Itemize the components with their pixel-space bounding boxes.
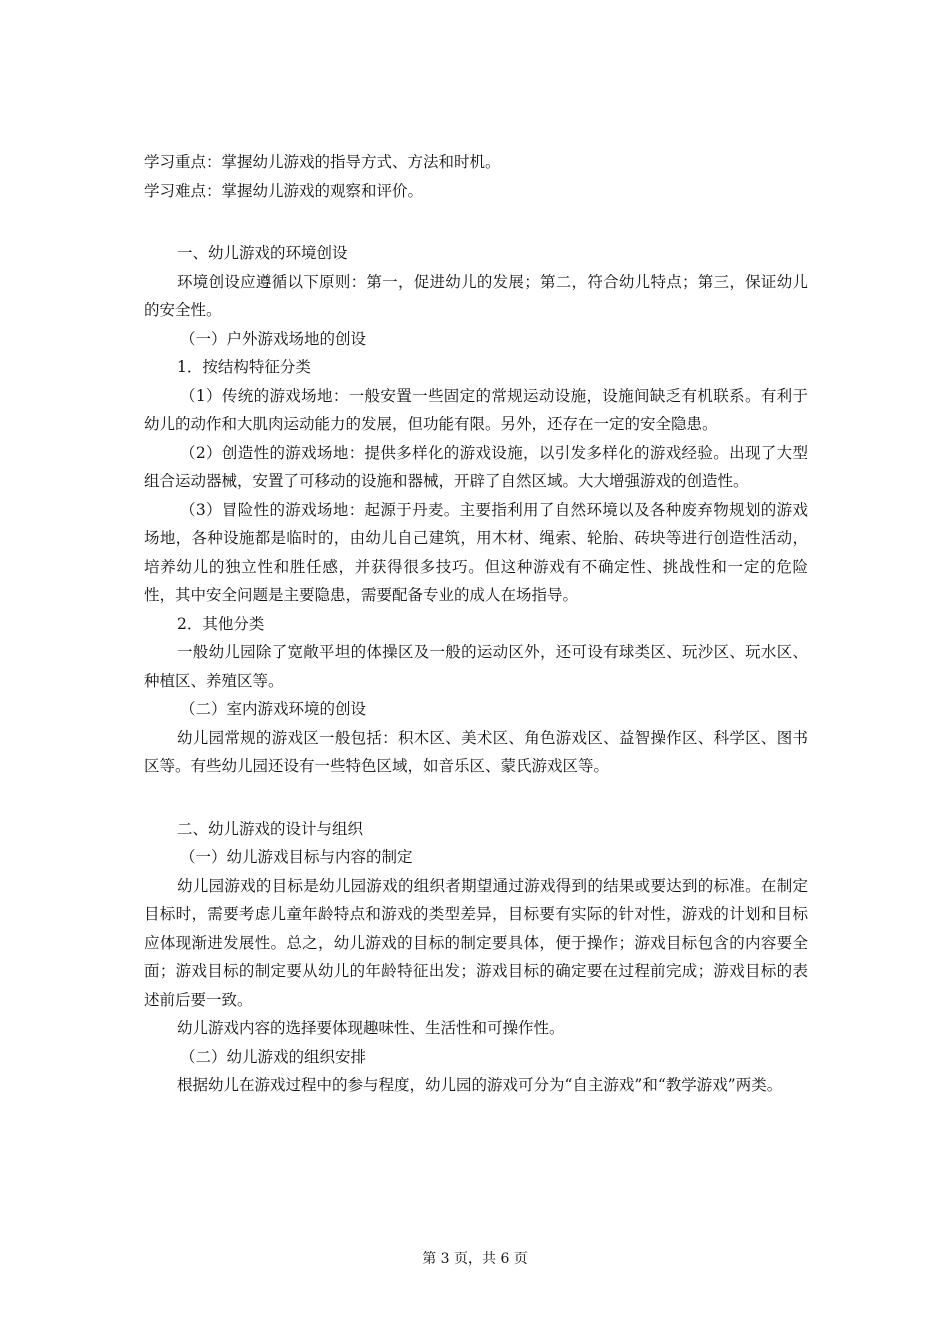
paragraph-game-content: 幼儿游戏内容的选择要体现趣味性、生活性和可操作性。 [177,1019,565,1037]
difficult-point-line: 学习难点：掌握幼儿游戏的观察和评价。 [144,181,424,200]
item-1-heading: 1．按结构特征分类 [177,358,311,376]
spacer [144,205,808,239]
section-2-heading: 二、幼儿游戏的设计与组织 [177,819,364,838]
section-1-intro: 环境创设应遵循以下原则：第一，促进幼儿的发展；第二，符合幼儿特点；第三，保证幼儿的安全性。 [144,272,808,319]
paragraph-game-organization: 根据幼儿在游戏过程中的参与程度，幼儿园的游戏可分为“自主游戏”和“教学游戏”两类。 [177,1076,783,1094]
subsection-1-1-heading: （一）户外游戏场地的创设 [180,329,367,348]
subsection-2-2-heading: （二）幼儿游戏的组织安排 [180,1047,367,1066]
paragraph-game-goals: 幼儿园游戏的目标是幼儿园游戏的组织者期望通过游戏得到的结果或要达到的标准。在制定目标时，需要考虑儿童年龄特点和游戏的类型差异，目标要有实际的针对性，游戏的计划和目标应体现渐进发展性。总之，幼儿游戏的目标的制定要具体，便于操作；游戏目标包含的内容要全面；游戏目标的制定要从幼儿的年龄特征出发；游戏目标的确定要在过程前完成；游戏目标的表述前后要一致。 [144,876,808,1009]
item-2-heading: 2．其他分类 [177,614,265,633]
paragraph-indoor-areas: 幼儿园常规的游戏区一般包括：积木区、美术区、角色游戏区、益智操作区、科学区、图书区等。有些幼儿园还设有一些特色区域，如音乐区、蒙氏游戏区等。 [144,728,808,775]
key-point-line: 学习重点：掌握幼儿游戏的指导方式、方法和时机。 [144,153,501,171]
spacer [144,781,808,815]
paragraph-other-classification: 一般幼儿园除了宽敞平坦的体操区及一般的运动区外，还可设有球类区、玩沙区、玩水区、种植区、养殖区等。 [144,643,808,690]
subsection-2-1-heading: （一）幼儿游戏目标与内容的制定 [180,848,413,866]
page-number-label: 第 3 页，共 6 页 [422,1251,528,1267]
subsection-1-2-heading: （二）室内游戏环境的创设 [180,700,367,718]
paragraph-traditional-playground: （1）传统的游戏场地：一般安置一些固定的常规运动设施，设施间缺乏有机联系。有利于幼儿的动作和大肌肉运动能力的发展，但功能有限。另外，还存在一定的安全隐患。 [144,386,808,433]
page-footer [0,1249,950,1269]
paragraph-adventure-playground: （3）冒险性的游戏场地：起源于丹麦。主要指利用了自然环境以及各种废弃物规划的游戏场地，各种设施都是临时的，由幼儿自己建筑，用木材、绳索、轮胎、砖块等进行创造性活动，培养幼儿的独立性和胜任感，并获得很多技巧。但这种游戏有不确定性、挑战性和一定的危险性，其中安全问题是主要隐患，需要配备专业的成人在场指导。 [144,500,808,604]
paragraph-creative-playground: （2）创造性的游戏场地：提供多样化的游戏设施，以引发多样化的游戏经验。出现了大型组合运动器械，安置了可移动的设施和器械，开辟了自然区域。大大增强游戏的创造性。 [144,443,808,490]
document-body [144,148,808,1100]
section-1-heading: 一、幼儿游戏的环境创设 [177,244,348,262]
